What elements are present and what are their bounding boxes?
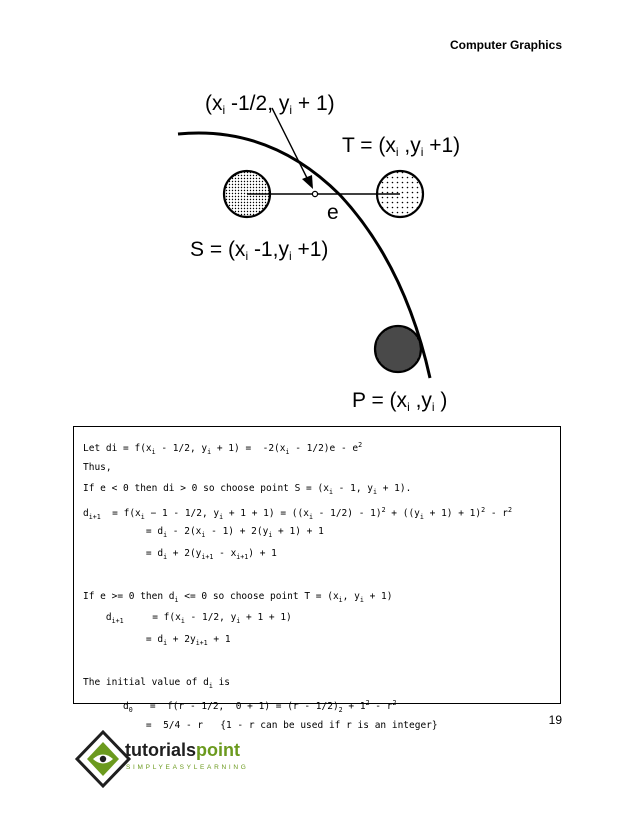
code-line: If e < 0 then di > 0 so choose point $S = (x_i - 1$, $y_i + 1$).	[83, 483, 412, 496]
code-line: Thus,	[83, 461, 112, 473]
code-line: = $d_i - 2(x_i - 1) + 2(y_i + 1) + 1$	[83, 526, 324, 539]
code-line: $d_0 = f(r - 1/2$, $0 + 1) = (r - 1/2)_2 + 1^2 - r^2$	[83, 699, 397, 715]
label-s: S = (xi -1,yi +1)	[190, 238, 329, 263]
tutorialspoint-logo	[73, 726, 273, 796]
pointer-arrow-head	[302, 175, 313, 189]
code-line: $d_{i+1}$ = $f(x_i - 1/2$, $y_i + 1 + 1$)	[83, 612, 292, 625]
code-line: If e >= 0 then $d_i <= 0$ so choose point $T = (x_i$, $y_i + 1$)	[83, 590, 393, 604]
code-line: = $d_i + 2(y_{i+1} - x_{i+1}) + 1$	[83, 547, 277, 561]
label-midpoint: (xi -1/2, yi + 1)	[205, 92, 335, 117]
pointer-line	[272, 108, 310, 184]
page-number: 19	[548, 713, 562, 727]
label-e: e	[327, 201, 339, 224]
midpoint-dot	[312, 191, 317, 196]
code-line-blank	[83, 650, 560, 672]
code-line: Let di = $f(x_i - 1/2$, $y_i + 1) = -2(x_i - 1/2)e - e^2$	[83, 441, 363, 457]
code-line: = 5/4 - r {1 - r can be used if r is an integer}	[83, 719, 438, 731]
code-line: = $d_i + 2y_{i+1} + 1$	[83, 633, 231, 647]
label-p: P = (xi ,yi )	[352, 389, 448, 414]
header-title: Computer Graphics	[449, 38, 562, 52]
code-line: The initial value of $d_i$ is	[83, 676, 231, 690]
label-t: T = (xi ,yi +1)	[342, 134, 461, 159]
code-line: $d_{i+1} = f(x_i - 1 - 1/2$, $y_i + 1 + 1) = ((x_i - 1/2) - 1)^2 + ((y_i + 1) + 1)^2 - r^2$	[83, 505, 512, 521]
svg-text:SIMPLYEASYLEARNING: SIMPLYEASYLEARNING	[126, 764, 249, 771]
svg-text:tutorialspoint: tutorialspoint	[125, 740, 240, 760]
code-line-blank	[83, 564, 560, 586]
point-p-circle	[375, 326, 421, 372]
